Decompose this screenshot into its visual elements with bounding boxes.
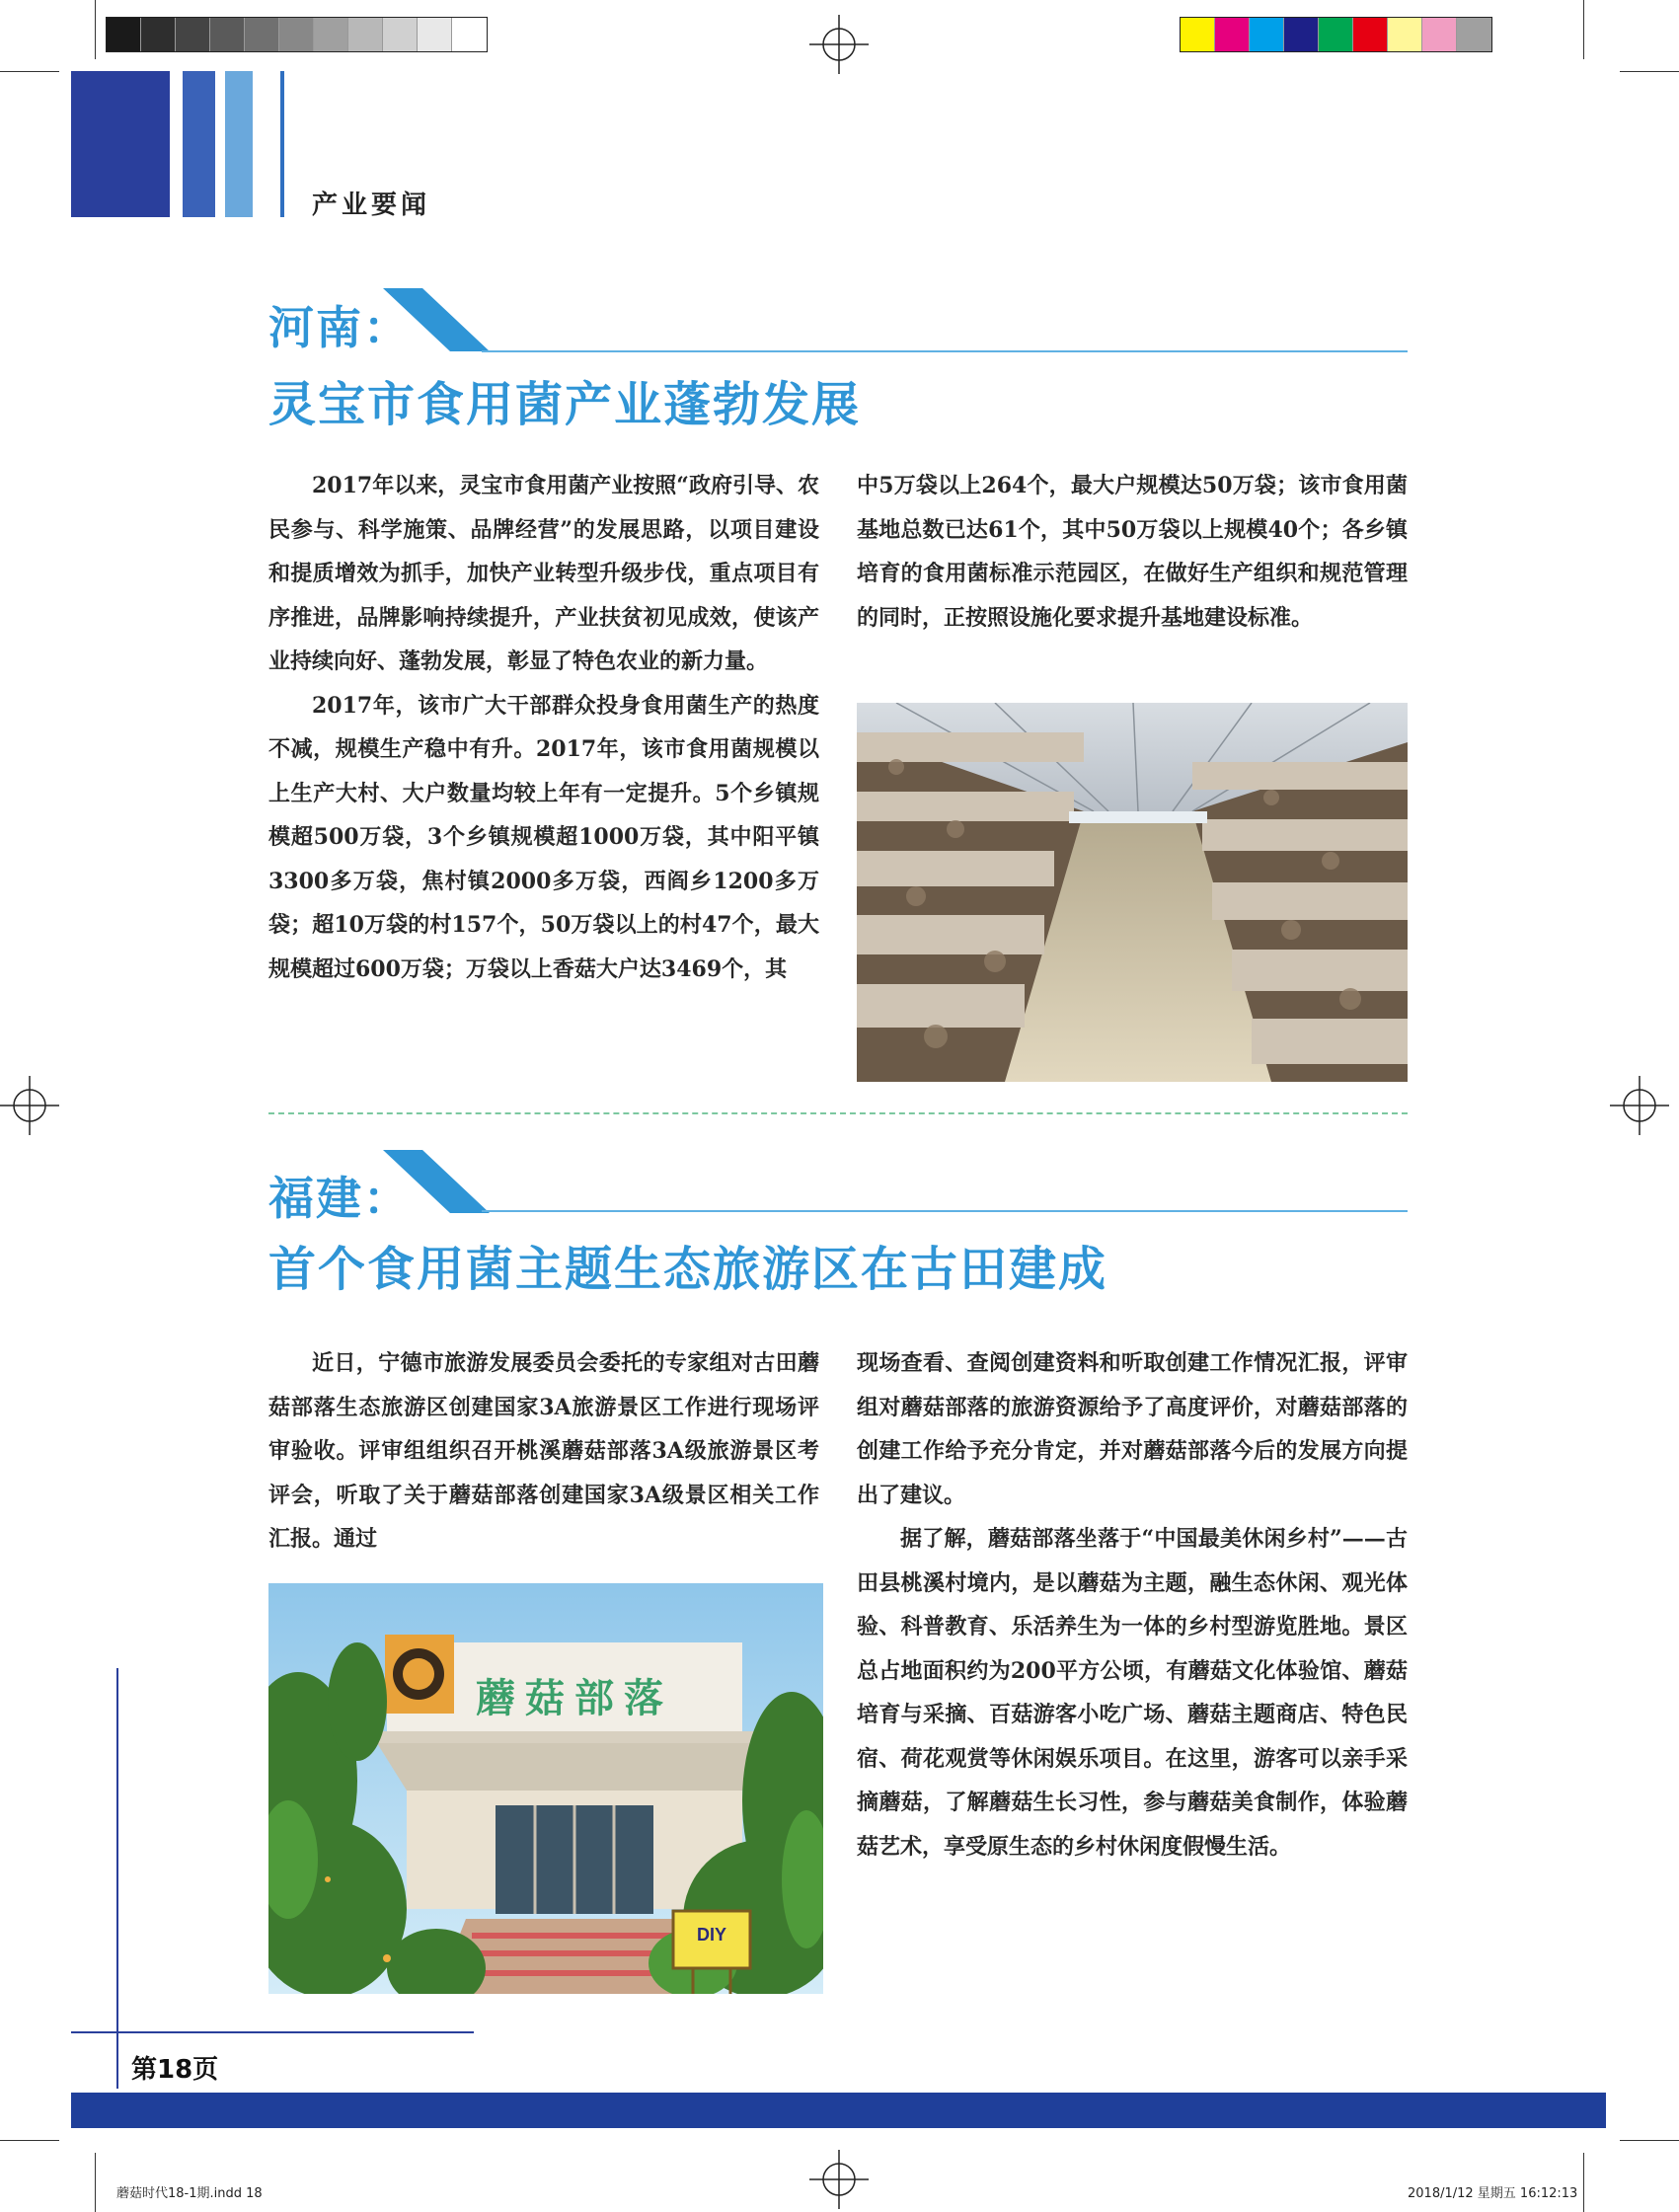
header-bar-light xyxy=(225,71,253,217)
calibration-swatch xyxy=(279,18,314,51)
calibration-swatch xyxy=(1215,18,1250,51)
calibration-swatch xyxy=(1284,18,1319,51)
paragraph: 2017年以来，灵宝市食用菌产业按照“政府引导、农民参与、科学施策、品牌经营”的发展思路，以项目建设和提质增效为抓手，加快产业转型升级步伐，重点项目有序推进，品牌影响持续提升，产业扶贫初见成效，使该产业持续向好、蓬勃发展，彰显了特色农业的新力量。 xyxy=(268,473,819,674)
greenhouse-photo xyxy=(857,703,1408,1082)
calibration-swatch xyxy=(383,18,418,51)
crop-mark xyxy=(95,0,96,59)
calibration-swatch xyxy=(1319,18,1353,51)
article2-title: 首个食用菌主题生态旅游区在古田建成 xyxy=(268,1242,1108,1297)
calibration-swatch xyxy=(107,18,141,51)
registration-mark-right xyxy=(1610,1076,1669,1135)
slug-timestamp: 2018/1/12 星期五 16:12:13 xyxy=(1408,2186,1578,2201)
page-number: 第18页 xyxy=(131,2055,219,2085)
calibration-swatch xyxy=(1457,18,1491,51)
photo-board-text: DIY xyxy=(696,1925,727,1945)
section-label: 产业要闻 xyxy=(312,191,431,220)
crop-mark xyxy=(1583,0,1584,59)
crop-mark xyxy=(95,2153,96,2212)
calibration-swatch xyxy=(1250,18,1284,51)
calibration-swatch xyxy=(1422,18,1457,51)
crop-mark xyxy=(1620,2140,1679,2141)
calibration-swatch xyxy=(1353,18,1388,51)
page-number-rule xyxy=(71,2031,474,2033)
title-rule xyxy=(482,350,1408,352)
grayscale-calibration-bar xyxy=(106,17,488,52)
article2-left-column xyxy=(268,1341,819,1562)
header-bar-blue xyxy=(183,71,215,217)
paragraph: 2017年，该市广大干部群众投身食用菌生产的热度不减，规模生产稳中有升。2017年，该市食用菌规模以上生产大村、大户数量均较上年有一定提升。5个乡镇规模超500万袋，3个乡镇规模超1000万袋，其中阳平镇3300多万袋，焦村镇2000多万袋，西阎乡1200多万袋；超10万袋的村157个，50万袋以上的村47个，最大规模超过600万袋；万袋以上香菇大户达3469个，其 xyxy=(268,692,819,982)
article1-right-column xyxy=(857,464,1408,640)
photo-sign-text: 蘑菇部落 xyxy=(476,1676,673,1721)
calibration-swatch xyxy=(1181,18,1215,51)
article1-title: 灵宝市食用菌产业蓬勃发展 xyxy=(268,377,862,432)
article-separator xyxy=(268,1112,1408,1114)
registration-mark-bottom xyxy=(809,2150,869,2209)
title-chevron xyxy=(383,286,501,355)
calibration-swatch xyxy=(418,18,452,51)
calibration-swatch xyxy=(245,18,279,51)
calibration-swatch xyxy=(141,18,176,51)
article1-region: 河南： xyxy=(268,301,411,354)
left-page-rule xyxy=(116,1668,118,2089)
crop-mark xyxy=(0,71,59,72)
crop-mark xyxy=(0,2140,59,2141)
footer-bar xyxy=(71,2093,1606,2128)
header-bar-navy xyxy=(71,71,170,217)
calibration-swatch xyxy=(452,18,487,51)
calibration-swatch xyxy=(1388,18,1422,51)
calibration-swatch xyxy=(348,18,383,51)
header-rule xyxy=(280,71,284,217)
title-rule xyxy=(482,1210,1408,1212)
article2-region: 福建： xyxy=(268,1172,411,1225)
title-chevron xyxy=(383,1148,501,1217)
article1-left-column xyxy=(268,464,819,991)
calibration-swatch xyxy=(314,18,348,51)
slug-filename: 蘑菇时代18-1期.indd 18 xyxy=(116,2186,263,2201)
crop-mark xyxy=(1583,2153,1584,2212)
mushroom-tribe-photo xyxy=(268,1583,823,1994)
article2-right-column xyxy=(857,1341,1408,1869)
registration-mark-left xyxy=(0,1076,59,1135)
paragraph: 中5万袋以上264个，最大户规模达50万袋；该市食用菌基地总数已达61个，其中50万袋以上规模40个；各乡镇培育的食用菌标准示范园区，在做好生产组织和规范管理的同时，正按照设施化要求提升基地建设标准。 xyxy=(857,473,1408,631)
paragraph: 现场查看、查阅创建资料和听取创建工作情况汇报，评审组对蘑菇部落的旅游资源给予了高度评价，对蘑菇部落的创建工作给予充分肯定，并对蘑菇部落今后的发展方向提出了建议。 xyxy=(857,1350,1408,1508)
paragraph: 近日，宁德市旅游发展委员会委托的专家组对古田蘑菇部落生态旅游区创建国家3A旅游景区工作进行现场评审验收。评审组组织召开桃溪蘑菇部落3A级旅游景区考评会，听取了关于蘑菇部落创建国家3A级景区相关工作汇报。通过 xyxy=(268,1350,819,1552)
color-calibration-bar xyxy=(1180,17,1492,52)
calibration-swatch xyxy=(210,18,245,51)
crop-mark xyxy=(1620,71,1679,72)
paragraph: 据了解，蘑菇部落坐落于“中国最美休闲乡村”——古田县桃溪村境内，是以蘑菇为主题，融生态休闲、观光体验、科普教育、乐活养生为一体的乡村型游览胜地。景区总占地面积约为200平方公顷，有蘑菇文化体验馆、蘑菇培育与采摘、百菇游客小吃广场、蘑菇主题商店、特色民宿、荷花观赏等休闲娱乐项目。在这里，游客可以亲手采摘蘑菇，了解蘑菇生长习性，参与蘑菇美食制作，体验蘑菇艺术，享受原生态的乡村休闲度假慢生活。 xyxy=(857,1526,1408,1860)
registration-mark-top xyxy=(809,15,869,74)
calibration-swatch xyxy=(176,18,210,51)
